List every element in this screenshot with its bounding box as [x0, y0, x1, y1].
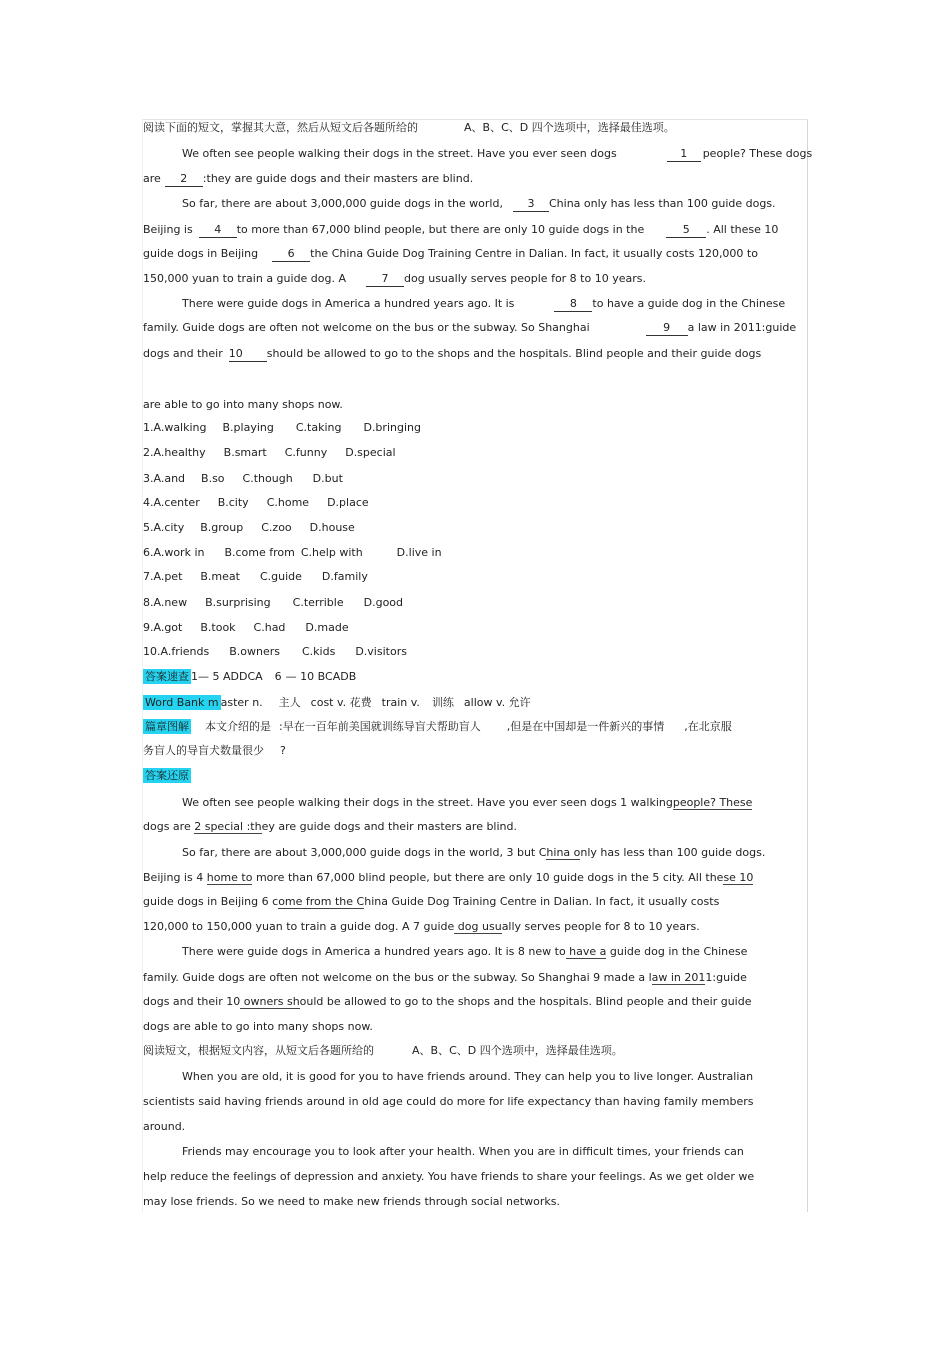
option-row: [143, 546, 442, 560]
option-a: 6.A.work in: [143, 546, 205, 559]
restore-text: dogs and their 10: [143, 995, 241, 1008]
option-a: 8.A.new: [143, 596, 188, 609]
option-b: B.meat: [200, 570, 240, 583]
passage-line: [143, 247, 758, 262]
restore-answer: hina o: [546, 846, 581, 859]
restore-line: [143, 1020, 373, 1034]
option-c: C.though: [242, 472, 293, 485]
restore-line: [143, 920, 700, 934]
option-c: C.had: [253, 621, 286, 634]
passage-text: We often see people walking their dogs in the street. Have you ever seen dogs: [182, 147, 617, 160]
passage-text: . All these 10: [706, 223, 779, 236]
passage-text: the China Guide Dog Training Centre in Dalian. In fact, it usually costs 120,000 to: [310, 247, 758, 260]
passage-text: There were guide dogs in America a hundred years ago. It is: [182, 297, 515, 310]
passage2-text: around.: [143, 1120, 186, 1133]
restore-line: [182, 846, 765, 860]
answer-text: 6: [274, 670, 282, 683]
passage-text: dog usually serves people for 8 to 10 years.: [404, 272, 646, 285]
restore-tag: 答案还原: [145, 769, 189, 782]
word-bank-text: train v.: [381, 696, 420, 709]
restore-text: guide dog in the Chinese: [606, 945, 748, 958]
summary-text: ?: [280, 744, 286, 757]
restore-text: more than 67,000 blind people, but there are only 10 guide dogs in the 5 city. All the: [252, 871, 724, 884]
restore-text: So far, there are about 3,000,000 guide dogs in the world, 3 but C: [182, 846, 547, 859]
passage-text: Beijing is: [143, 223, 193, 236]
option-c: C.help with: [300, 546, 363, 559]
summary-text: 务盲人的导盲犬数量很少: [143, 744, 264, 757]
passage-line: [143, 398, 343, 412]
passage-line: [143, 272, 646, 287]
restore-text: family. Guide dogs are often not welcome on the bus or the subway. So Shanghai 9 made a l: [143, 971, 652, 984]
passage-text: to have a guide dog in the Chinese: [592, 297, 786, 310]
restore-answer: ome from the C: [278, 895, 365, 908]
word-bank-text: allow v. 允许: [463, 696, 531, 709]
passage-text: family. Guide dogs are often not welcome on the bus or the subway. So Shanghai: [143, 321, 590, 334]
blank-7: 7: [366, 272, 404, 287]
option-c: C.zoo: [261, 521, 292, 534]
passage2-text: Friends may encourage you to look after your health. When you are in difficult times, your friends can: [182, 1145, 744, 1158]
instruction-line: [143, 1044, 623, 1058]
passage-text: to more than 67,000 blind people, but there are only 10 guide dogs in the: [236, 223, 645, 236]
passage-text: 150,000 yuan to train a guide dog. A: [143, 272, 347, 285]
passage-line: [143, 347, 761, 362]
passage-text: people? These dogs: [702, 147, 813, 160]
option-d: D.house: [309, 521, 355, 534]
restore-text: dogs are able to go into many shops now.: [143, 1020, 373, 1033]
option-row: [143, 521, 355, 535]
passage-text: guide dogs in Beijing: [143, 247, 259, 260]
option-d: D.good: [363, 596, 404, 609]
option-b: B.smart: [223, 446, 267, 459]
option-d: D.visitors: [355, 645, 407, 658]
option-b: B.owners: [229, 645, 280, 658]
passage-text: are: [143, 172, 161, 185]
answer-key-tag: 答案速查: [145, 670, 189, 683]
summary-text: ,但是在中国却是一件新兴的事情: [506, 720, 665, 733]
restore-answer: owners sh: [240, 995, 300, 1008]
blank-9: 9: [646, 321, 688, 336]
summary-text: :早在一百年前美国就训练导盲犬帮助盲人: [279, 720, 481, 733]
answer-text: — 10 BCADB: [285, 670, 357, 683]
passage-text: :they are guide dogs and their masters are blind.: [202, 172, 474, 185]
option-b: B.surprising: [205, 596, 271, 609]
summary-tag: 篇章图解: [145, 720, 189, 733]
restore-answer: dog usu: [454, 920, 502, 933]
restore-text: There were guide dogs in America a hundred years ago. It is 8 new to: [182, 945, 566, 958]
option-d: D.bringing: [363, 421, 421, 434]
option-b: B.group: [200, 521, 244, 534]
option-c: C.terrible: [292, 596, 344, 609]
word-bank-text: 主人: [278, 696, 301, 709]
option-c: C.taking: [295, 421, 342, 434]
passage2-line: [143, 1195, 560, 1209]
option-d: D.special: [345, 446, 396, 459]
summary-text: 本文介绍的是: [205, 720, 271, 733]
option-b: B.come from: [224, 546, 295, 559]
answer-text: 1: [191, 670, 198, 683]
restore-line: [143, 895, 719, 909]
blank-2: 2: [165, 172, 203, 187]
restore-text: nly has less than 100 guide dogs.: [580, 846, 766, 859]
blank-3: 3: [513, 197, 549, 212]
option-a: 10.A.friends: [143, 645, 210, 658]
passage-text: China only has less than 100 guide dogs.: [548, 197, 776, 210]
restore-line: [182, 796, 752, 810]
option-a: 1.A.walking: [143, 421, 207, 434]
passage-line: [143, 223, 778, 238]
option-a: 4.A.center: [143, 496, 200, 509]
option-row: [143, 421, 421, 435]
passage2-text: help reduce the feelings of depression and anxiety. You have friends to share your feelings. As we get older we: [143, 1170, 755, 1183]
option-b: B.city: [217, 496, 249, 509]
option-row: [143, 446, 396, 460]
blank-8: 8: [554, 297, 592, 312]
summary-line: [143, 720, 732, 734]
option-a: 2.A.healthy: [143, 446, 206, 459]
restore-answer: 2 special :th: [194, 820, 262, 833]
option-b: B.so: [201, 472, 225, 485]
option-a: 9.A.got: [143, 621, 183, 634]
word-bank-text: 训练: [431, 696, 454, 709]
passage2-text: scientists said having friends around in old age could do more for life expectancy than having family members: [143, 1095, 754, 1108]
option-row: [143, 496, 369, 510]
restore-answer: home to: [206, 871, 253, 884]
option-b: B.playing: [222, 421, 274, 434]
passage-text: are able to go into many shops now.: [143, 398, 343, 411]
restore-heading: [143, 769, 191, 783]
restore-answer: people? These: [672, 796, 753, 809]
passage2-line: [143, 1095, 754, 1109]
option-c: C.funny: [284, 446, 328, 459]
word-bank-line: [143, 696, 531, 710]
passage-line: [182, 147, 812, 162]
option-row: [143, 472, 343, 486]
restore-line: [143, 871, 753, 885]
restore-line: [182, 945, 747, 959]
restore-text: guide dogs in Beijing 6 c: [143, 895, 279, 908]
restore-text: ally serves people for 8 to 10 years.: [501, 920, 700, 933]
option-row: [143, 570, 368, 584]
passage2-line: [143, 1120, 185, 1134]
option-d: D.family: [321, 570, 368, 583]
option-d: D.live in: [396, 546, 442, 559]
restore-answer: aw in 201: [651, 971, 706, 984]
instruction-text: 阅读下面的短文，掌握其大意，然后从短文后各题所给的: [143, 121, 418, 134]
summary-text: ,在北京服: [684, 720, 732, 733]
option-c: C.home: [266, 496, 310, 509]
restore-text: ould be allowed to go to the shops and the hospitals. Blind people and their guide: [299, 995, 752, 1008]
passage-text: should be allowed to go to the shops and the hospitals. Blind people and their guide dogs: [266, 347, 762, 360]
passage2-text: may lose friends. So we need to make new friends through social networks.: [143, 1195, 560, 1208]
option-d: D.place: [327, 496, 369, 509]
passage2-text: When you are old, it is good for you to have friends around. They can help you to live longer. Australian: [182, 1070, 754, 1083]
option-b: B.took: [200, 621, 236, 634]
option-c: C.kids: [302, 645, 336, 658]
summary-line: [143, 744, 286, 758]
option-row: [143, 645, 407, 659]
blank-4: 4: [199, 223, 237, 238]
blank-5: 5: [666, 223, 706, 238]
passage-line: [143, 321, 796, 336]
blank-10: 10: [229, 347, 267, 362]
option-d: D.made: [305, 621, 349, 634]
passage-text: a law in 2011:guide: [687, 321, 797, 334]
instruction-line: [143, 121, 675, 135]
word-bank-text: aster n.: [220, 696, 263, 709]
passage-text: dogs and their: [143, 347, 223, 360]
instruction-options-text: A、B、C、D 四个选项中，选择最佳选项。: [464, 121, 675, 134]
passage2-line: [182, 1145, 744, 1159]
option-c: C.guide: [259, 570, 302, 583]
instruction-options-text: A、B、C、D 四个选项中，选择最佳选项。: [412, 1044, 623, 1057]
restore-text: 1:guide: [705, 971, 747, 984]
restore-text: We often see people walking their dogs in the street. Have you ever seen dogs 1 walking: [182, 796, 673, 809]
word-bank-tag: Word Bank m: [145, 696, 219, 709]
option-d: D.but: [312, 472, 343, 485]
blank-6: 6: [272, 247, 310, 262]
passage2-line: [182, 1070, 753, 1084]
passage2-line: [143, 1170, 754, 1184]
passage-line: [182, 197, 776, 212]
restore-answer: have a: [565, 945, 607, 958]
passage-text: So far, there are about 3,000,000 guide dogs in the world,: [182, 197, 503, 210]
blank-1: 1: [667, 147, 701, 162]
restore-text: ey are guide dogs and their masters are blind.: [261, 820, 517, 833]
answer-text: — 5 ADDCA: [198, 670, 263, 683]
passage-line: [143, 172, 473, 187]
option-a: 3.A.and: [143, 472, 186, 485]
option-row: [143, 596, 403, 610]
passage-line: [182, 297, 785, 312]
restore-text: Beijing is 4: [143, 871, 207, 884]
restore-text: 120,000 to 150,000 yuan to train a guide dog. A 7 guide: [143, 920, 455, 933]
restore-answer: se 10: [723, 871, 754, 884]
restore-text: hina Guide Dog Training Centre in Dalian. In fact, it usually costs: [364, 895, 720, 908]
restore-line: [143, 971, 747, 985]
option-a: 5.A.city: [143, 521, 185, 534]
restore-line: [143, 995, 751, 1009]
instruction-text: 阅读短文，根据短文内容，从短文后各题所给的: [143, 1044, 374, 1057]
answer-key-line: [143, 670, 356, 684]
word-bank-text: cost v. 花费: [310, 696, 372, 709]
restore-line: [143, 820, 517, 834]
restore-text: dogs are: [143, 820, 195, 833]
option-a: 7.A.pet: [143, 570, 183, 583]
option-row: [143, 621, 349, 635]
